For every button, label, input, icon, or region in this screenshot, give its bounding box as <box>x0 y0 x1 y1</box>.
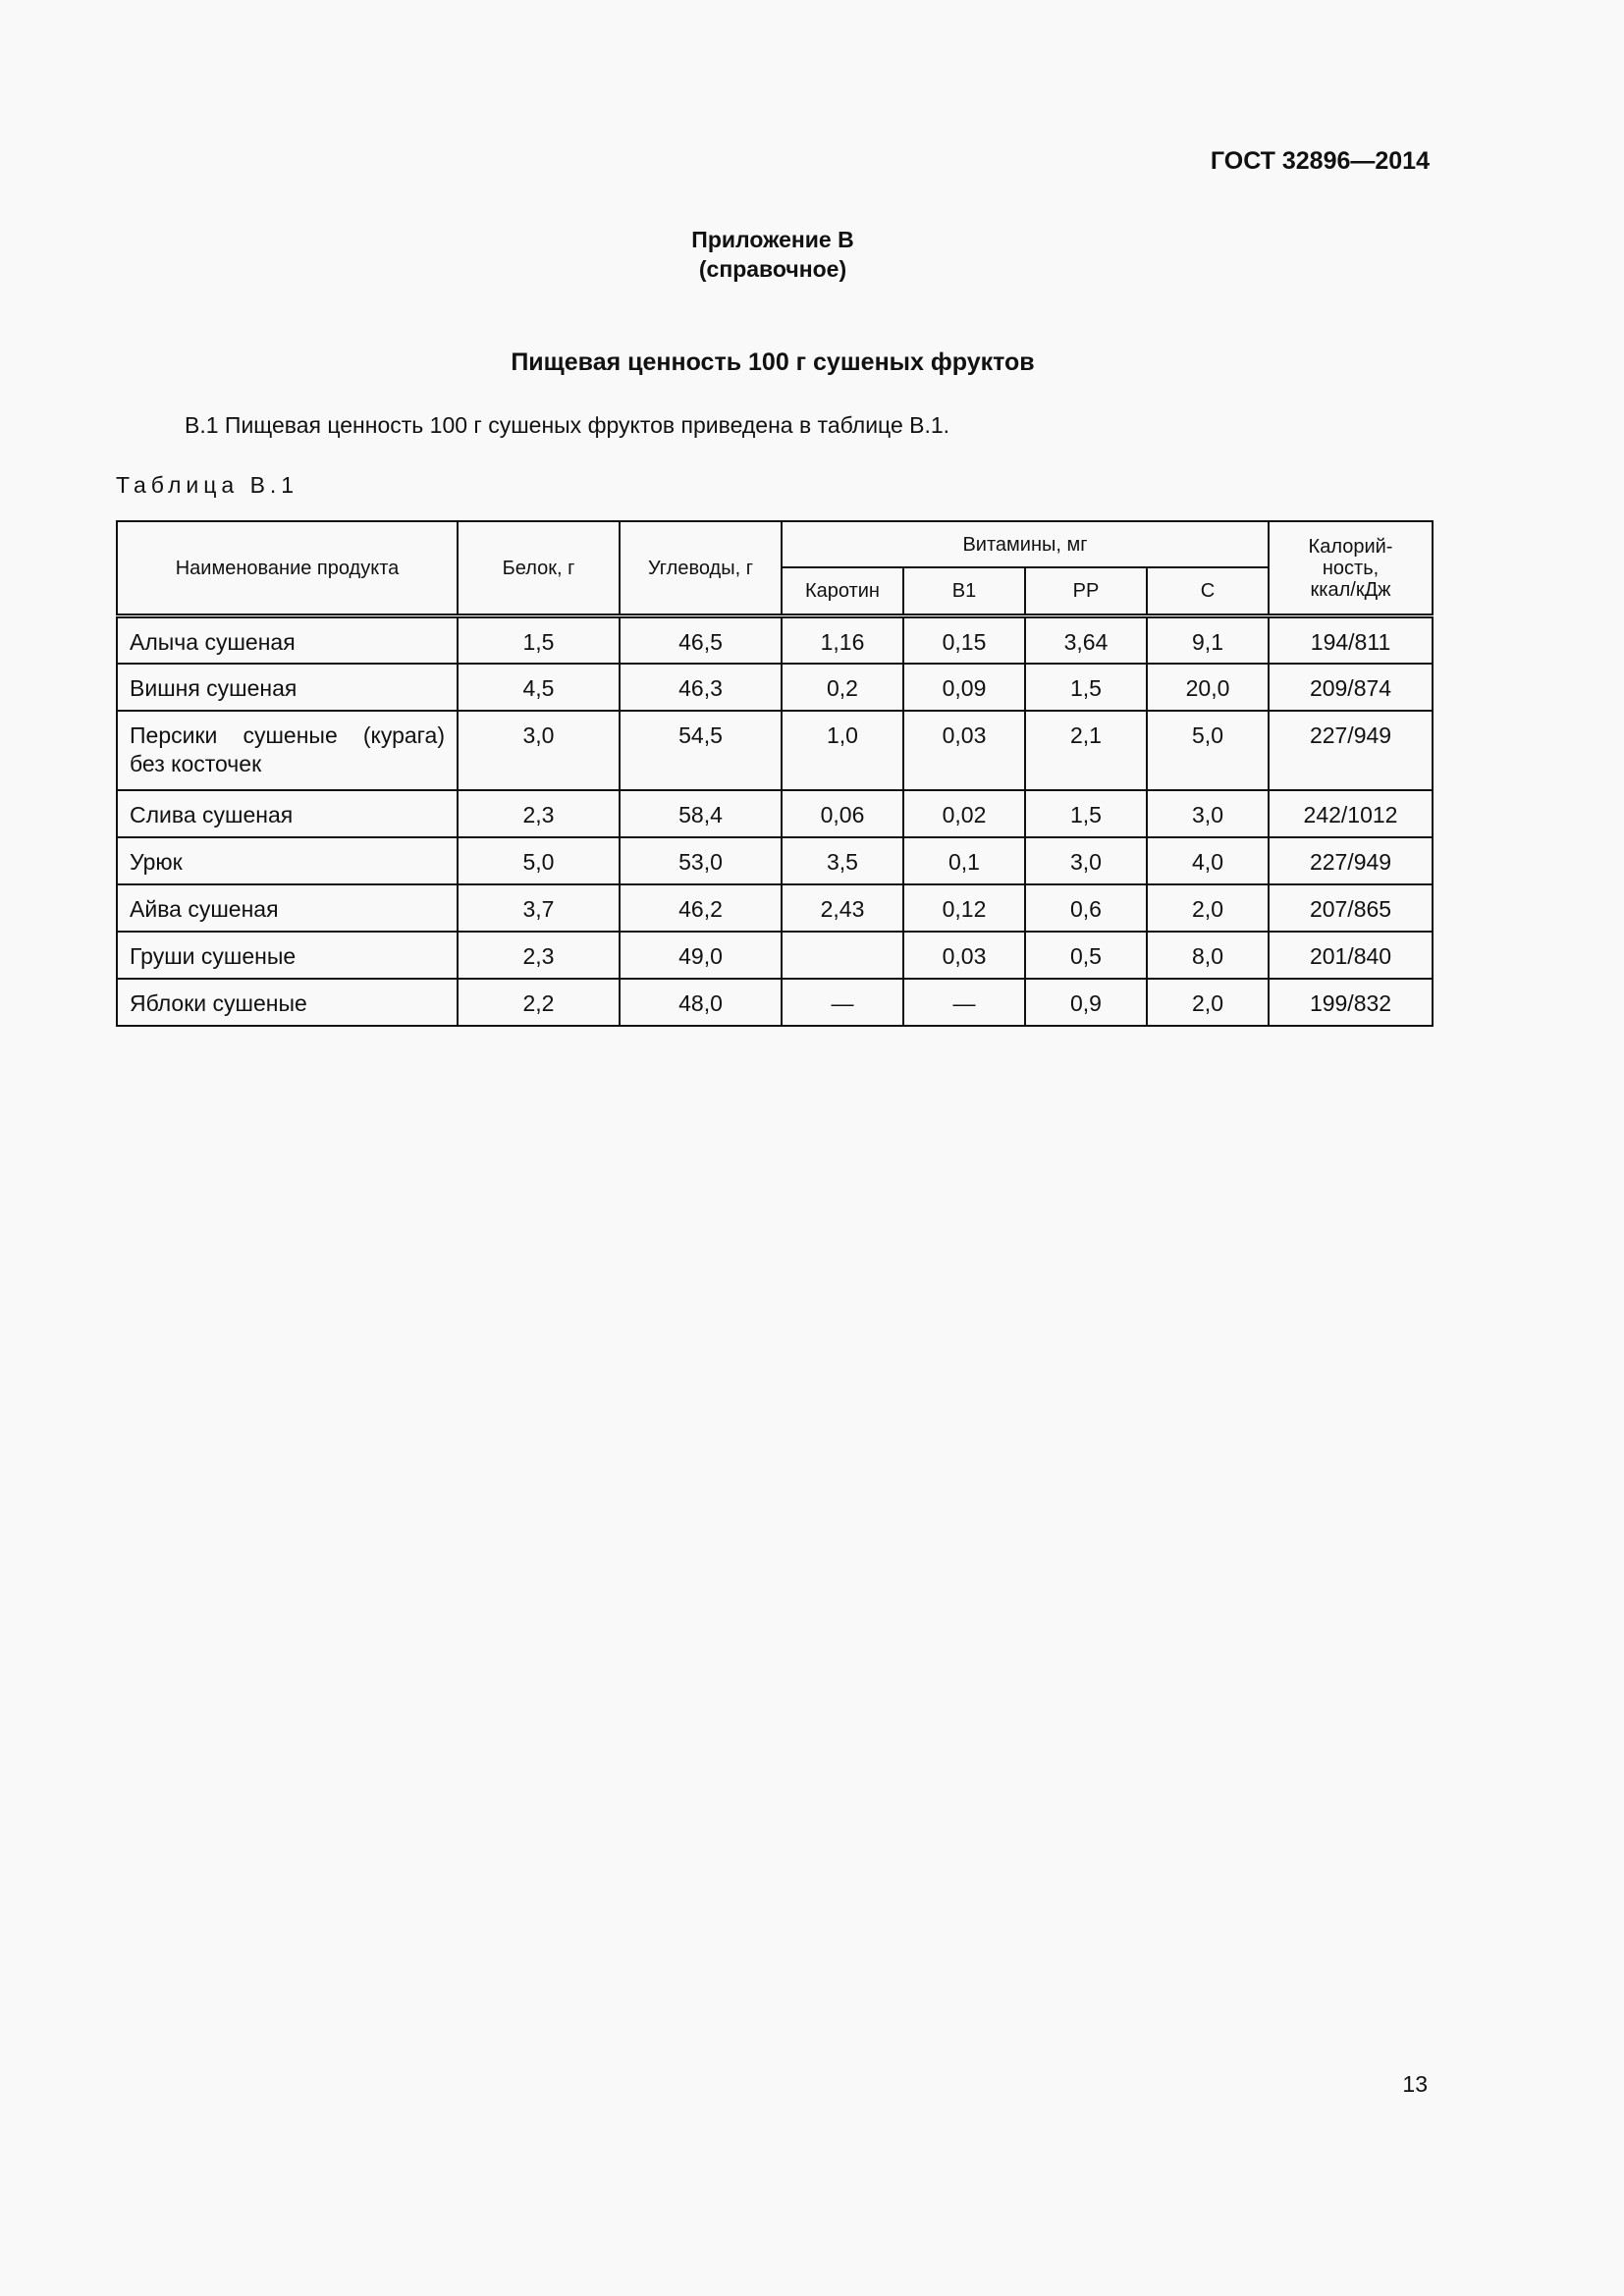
nutrition-table <box>116 520 1434 1027</box>
cell-pp: 0,9 <box>1025 979 1147 1026</box>
cell-b1: 0,02 <box>903 790 1025 837</box>
cell-pp: 1,5 <box>1025 664 1147 711</box>
cell-protein: 3,0 <box>458 711 620 790</box>
table-row <box>117 884 1433 932</box>
document-number: ГОСТ 32896—2014 <box>1210 147 1430 175</box>
cell-pp: 3,64 <box>1025 616 1147 664</box>
table-row <box>117 711 1433 790</box>
table-row <box>117 790 1433 837</box>
cell-carbs: 46,3 <box>620 664 782 711</box>
table-row <box>117 837 1433 884</box>
cell-carbs: 49,0 <box>620 932 782 979</box>
header-carotene: Каротин <box>782 567 903 616</box>
cell-calories: 242/1012 <box>1269 790 1433 837</box>
header-protein: Белок, г <box>458 521 620 616</box>
cell-protein: 2,3 <box>458 932 620 979</box>
cell-pp: 3,0 <box>1025 837 1147 884</box>
cell-protein: 4,5 <box>458 664 620 711</box>
cell-carbs: 48,0 <box>620 979 782 1026</box>
cell-carotene: 3,5 <box>782 837 903 884</box>
header-calories-line3: ккал/кДж <box>1310 578 1391 601</box>
table-row <box>117 979 1433 1026</box>
header-carbs: Углеводы, г <box>620 521 782 616</box>
cell-protein: 2,3 <box>458 790 620 837</box>
cell-carotene <box>782 932 903 979</box>
cell-calories: 201/840 <box>1269 932 1433 979</box>
cell-name: Урюк <box>117 837 458 884</box>
cell-c: 8,0 <box>1147 932 1269 979</box>
cell-c: 9,1 <box>1147 616 1269 664</box>
cell-carbs: 46,5 <box>620 616 782 664</box>
cell-b1: 0,12 <box>903 884 1025 932</box>
cell-c: 2,0 <box>1147 884 1269 932</box>
cell-name: Слива сушеная <box>117 790 458 837</box>
page-number: 13 <box>1402 2071 1428 2097</box>
cell-protein: 1,5 <box>458 616 620 664</box>
cell-carotene: 1,0 <box>782 711 903 790</box>
cell-carotene: 0,2 <box>782 664 903 711</box>
cell-calories: 227/949 <box>1269 837 1433 884</box>
appendix-kind: (справочное) <box>698 256 847 282</box>
cell-c: 5,0 <box>1147 711 1269 790</box>
cell-b1: 0,03 <box>903 711 1025 790</box>
cell-calories: 209/874 <box>1269 664 1433 711</box>
cell-pp: 0,6 <box>1025 884 1147 932</box>
cell-carotene: — <box>782 979 903 1026</box>
cell-b1: 0,09 <box>903 664 1025 711</box>
appendix-label: Приложение В <box>691 227 854 252</box>
cell-b1: 0,03 <box>903 932 1025 979</box>
cell-b1: — <box>903 979 1025 1026</box>
table-row <box>117 616 1433 664</box>
cell-carbs: 53,0 <box>620 837 782 884</box>
cell-carotene: 1,16 <box>782 616 903 664</box>
cell-calories: 227/949 <box>1269 711 1433 790</box>
cell-protein: 2,2 <box>458 979 620 1026</box>
cell-name: Яблоки сушеные <box>117 979 458 1026</box>
cell-pp: 2,1 <box>1025 711 1147 790</box>
cell-name: Персики сушеные (курага) без косточек <box>117 711 458 790</box>
cell-carotene: 2,43 <box>782 884 903 932</box>
cell-pp: 1,5 <box>1025 790 1147 837</box>
cell-carotene: 0,06 <box>782 790 903 837</box>
cell-c: 20,0 <box>1147 664 1269 711</box>
cell-name: Вишня сушеная <box>117 664 458 711</box>
cell-calories: 207/865 <box>1269 884 1433 932</box>
cell-b1: 0,15 <box>903 616 1025 664</box>
cell-calories: 199/832 <box>1269 979 1433 1026</box>
cell-protein: 3,7 <box>458 884 620 932</box>
header-c: С <box>1147 567 1269 616</box>
cell-c: 3,0 <box>1147 790 1269 837</box>
table-caption: Таблица В.1 <box>116 472 299 498</box>
section-title: Пищевая ценность 100 г сушеных фруктов <box>511 348 1035 376</box>
cell-carbs: 54,5 <box>620 711 782 790</box>
header-pp: РР <box>1025 567 1147 616</box>
table-row <box>117 932 1433 979</box>
header-product-name: Наименование продукта <box>117 521 458 616</box>
table-row <box>117 664 1433 711</box>
cell-b1: 0,1 <box>903 837 1025 884</box>
cell-calories: 194/811 <box>1269 616 1433 664</box>
header-vitamins: Витамины, мг <box>782 521 1269 567</box>
header-calories-line1: Калорий- <box>1308 535 1393 558</box>
cell-carbs: 46,2 <box>620 884 782 932</box>
cell-c: 4,0 <box>1147 837 1269 884</box>
cell-c: 2,0 <box>1147 979 1269 1026</box>
header-calories <box>1269 521 1433 616</box>
cell-carbs: 58,4 <box>620 790 782 837</box>
appendix-heading <box>0 225 1545 284</box>
cell-pp: 0,5 <box>1025 932 1147 979</box>
header-calories-line2: ность, <box>1322 557 1380 579</box>
intro-paragraph: В.1 Пищевая ценность 100 г сушеных фруктов приведена в таблице В.1. <box>185 412 950 438</box>
cell-name: Айва сушеная <box>117 884 458 932</box>
header-b1: В1 <box>903 567 1025 616</box>
cell-name: Груши сушеные <box>117 932 458 979</box>
cell-protein: 5,0 <box>458 837 620 884</box>
cell-name: Алыча сушеная <box>117 616 458 664</box>
